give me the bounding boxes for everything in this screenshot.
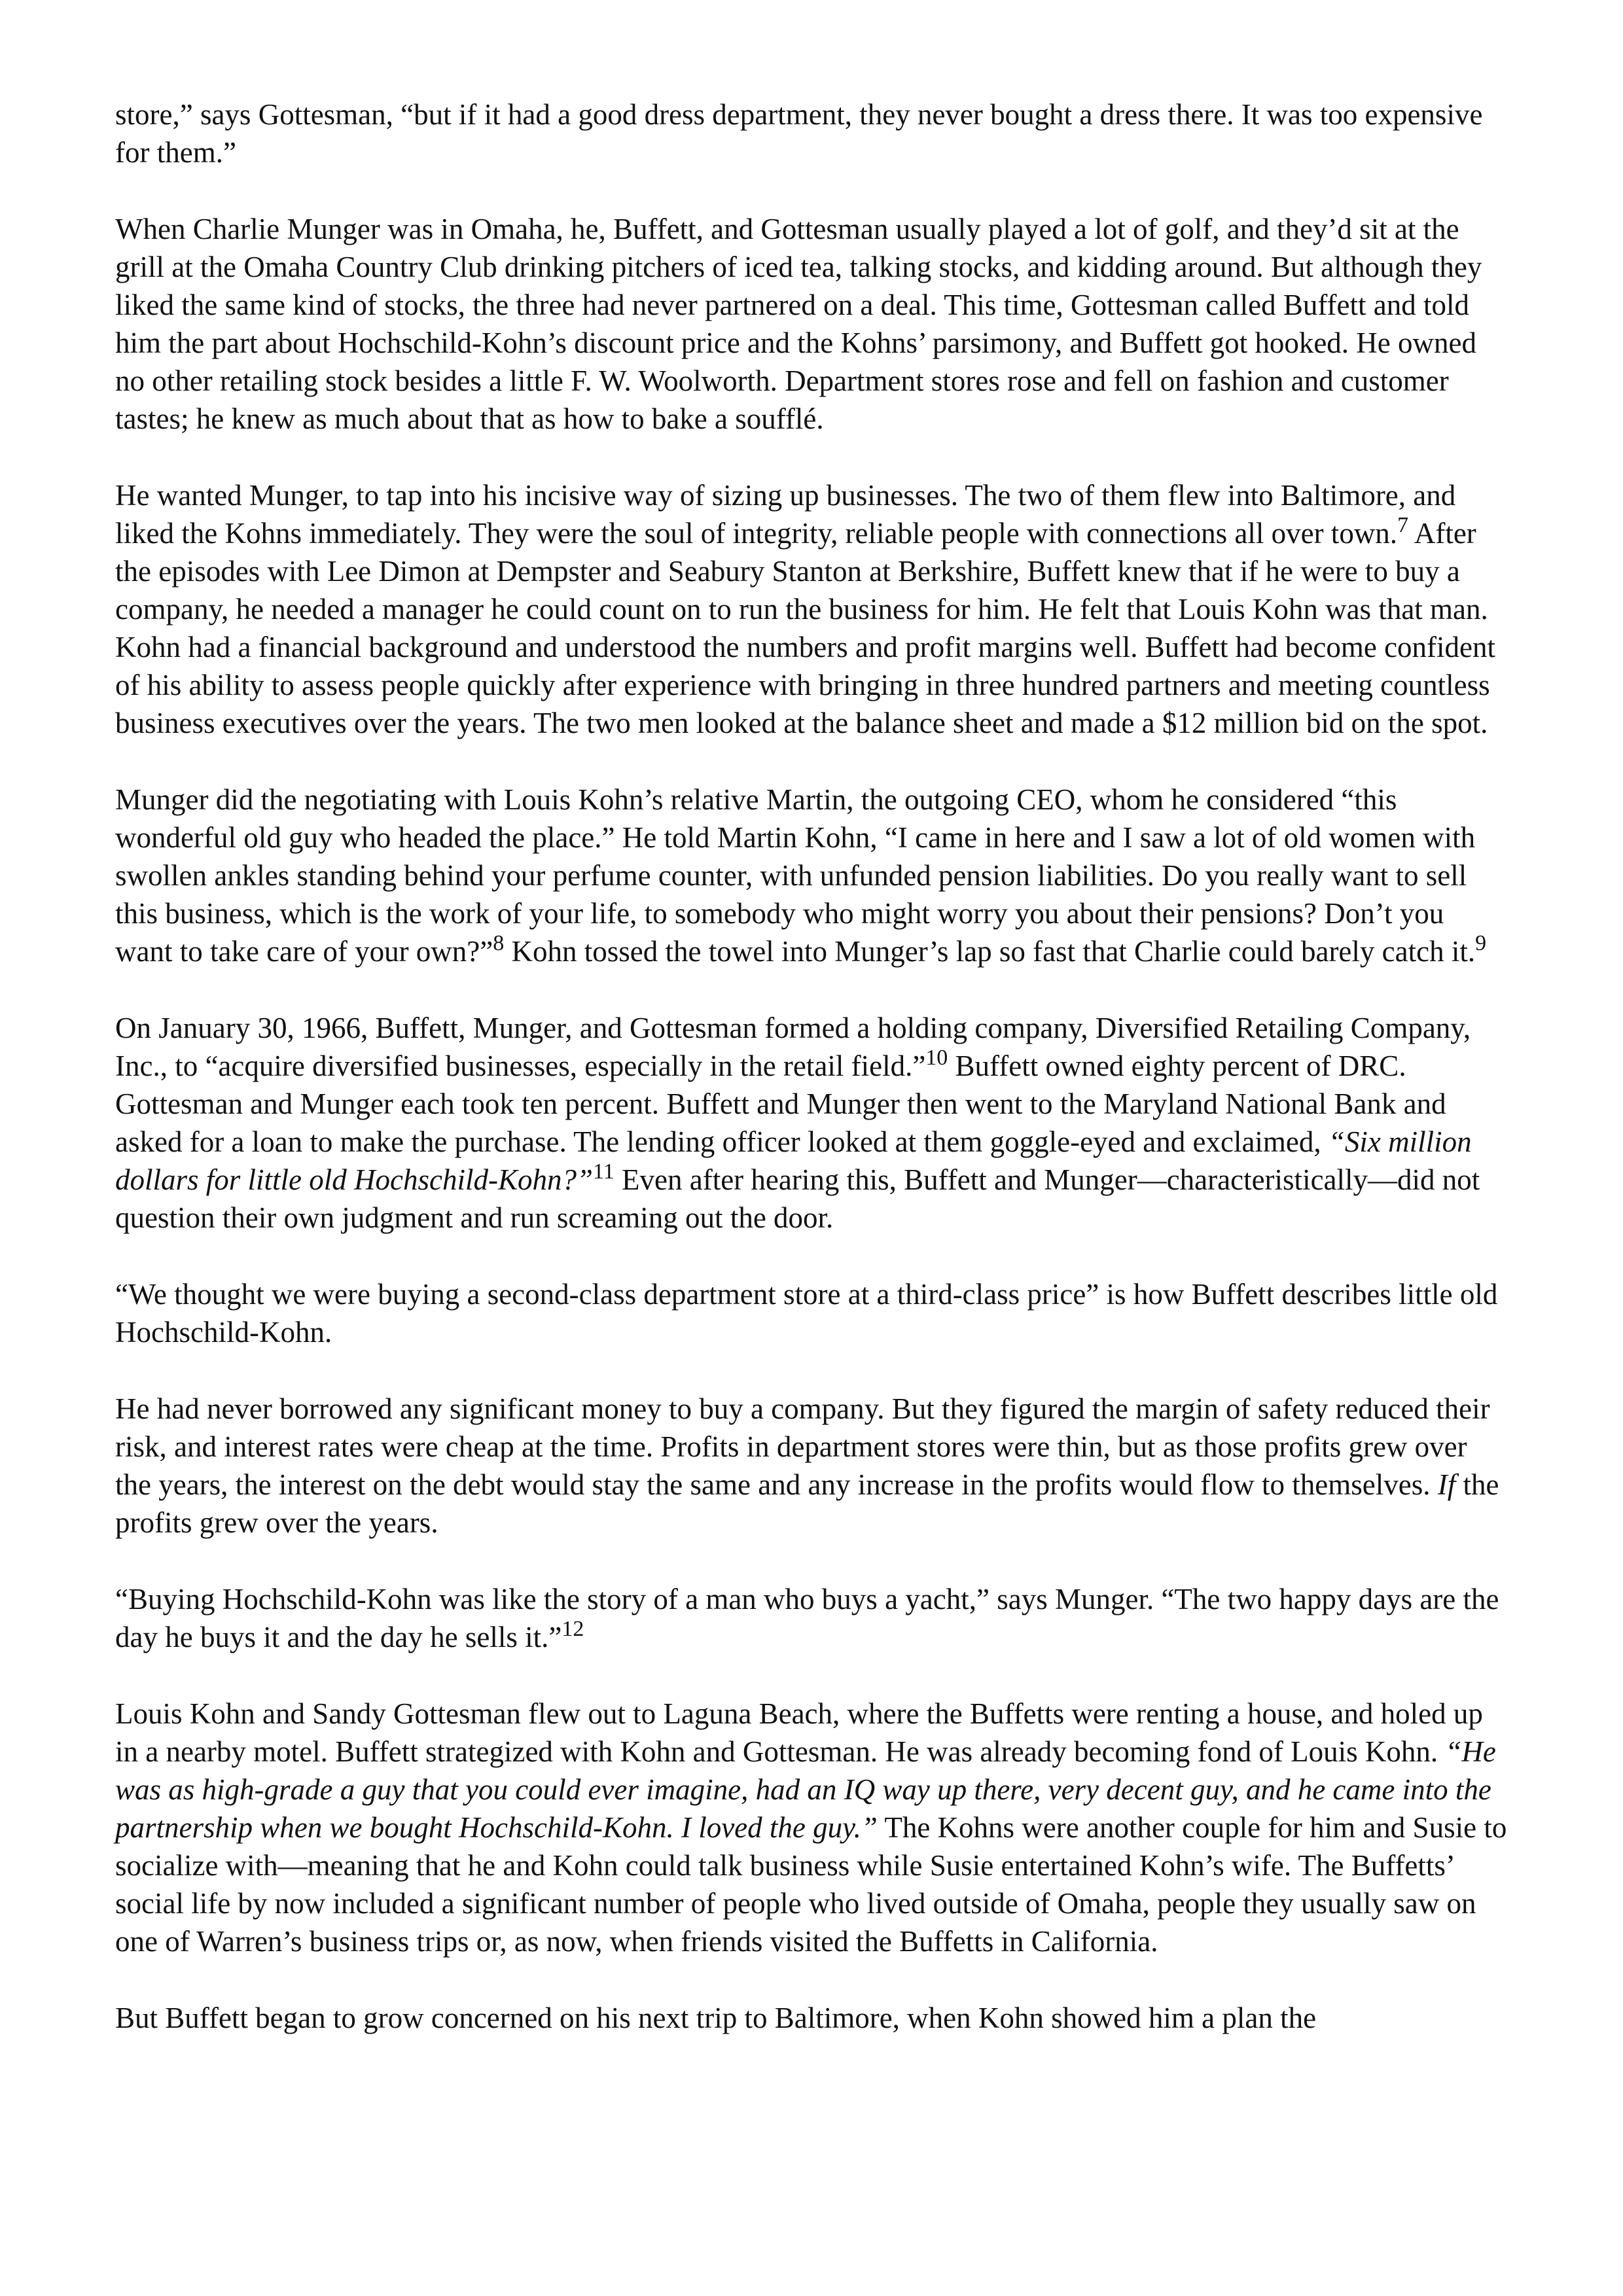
text-run: He wanted Munger, to tap into his incisive way of sizing up businesses. The two of them flew into Baltimore, and liked the Kohns immediately. They were the soul of integrity, reliable people with connections all over town. <box>115 479 1456 550</box>
text-run: On January 30, 1966, Buffett, Munger, and Gottesman formed a holding company, Diversified Retailing Company, Inc., to “acquire diversified businesses, especially in the retail field.” <box>115 1012 1471 1082</box>
footnote-marker: 8 <box>493 931 505 955</box>
text-run: “Buying Hochschild-Kohn was like the story of a man who buys a yacht,” says Munger. “The two happy days are the day he buys it and the day he sells it.” <box>115 1583 1499 1653</box>
footnote-marker: 7 <box>1397 513 1409 537</box>
paragraph <box>115 1009 1508 1237</box>
paragraph <box>115 1999 1508 2037</box>
document-page <box>115 96 1508 2037</box>
footnote-marker: 11 <box>593 1159 615 1184</box>
text-run: “We thought we were buying a second-class department store at a third-class price” is how Buffett describes little old Hochschild-Kohn. <box>115 1278 1498 1349</box>
footnote-marker: 12 <box>562 1617 584 1641</box>
paragraph <box>115 476 1508 742</box>
paragraph <box>115 781 1508 970</box>
italic-quote: “He was as high-grade a guy that you could ever imagine, had an IQ way up there, very decent guy, and he came into the partnership when we bought Hochschild-Kohn. I loved the guy.” <box>115 1735 1496 1844</box>
paragraph <box>115 96 1508 171</box>
text-run: Even after hearing this, Buffett and Munger—characteristically—did not question their own judgment and run screaming out the door. <box>115 1163 1480 1234</box>
text-run: When Charlie Munger was in Omaha, he, Buffett, and Gottesman usually played a lot of golf, and they’d sit at the grill at the Omaha Country Club drinking pitchers of iced tea, talking stocks, and kidding around. But although they liked the same kind of stocks, the three had never partnered on a deal. This time, Gottesman called Buffett and told him the part about Hochschild-Kohn’s discount price and the Kohns’ parsimony, and Buffett got hooked. He owned no other retailing stock besides a little F. W. Woolworth. Department stores rose and fell on fashion and customer tastes; he knew as much about that as how to bake a soufflé. <box>115 213 1482 435</box>
italic-emphasis: If <box>1437 1468 1456 1501</box>
text-run: Munger did the negotiating with Louis Kohn’s relative Martin, the outgoing CEO, whom he considered “this wonderful old guy who headed the place.” He told Martin Kohn, “I came in here and I saw a lot of old women with swollen ankles standing behind your perfume counter, with unfunded pension liabilities. Do you really want to sell this business, which is the work of your life, to somebody who might worry you about their pensions? Don’t you want to take care of your own?” <box>115 783 1476 968</box>
paragraph <box>115 1695 1508 1960</box>
text-run: Kohn tossed the towel into Munger’s lap so fast that Charlie could barely catch it. <box>504 935 1476 968</box>
text-run: He had never borrowed any significant money to buy a company. But they figured the margin of safety reduced their risk, and interest rates were cheap at the time. Profits in department stores were thin, but as those profits grew over the years, the interest on the debt would stay the same and any increase in the profits would flow to themselves. <box>115 1392 1490 1501</box>
footnote-marker: 10 <box>925 1046 948 1070</box>
footnote-marker: 9 <box>1475 931 1487 955</box>
italic-quote: “Six million dollars for little old Hochschild-Kohn?” <box>115 1125 1472 1196</box>
paragraph <box>115 1390 1508 1542</box>
text-run: Buffett owned eighty percent of DRC. Gottesman and Munger each took ten percent. Buffett and Munger then went to the Maryland National Bank and asked for a loan to make the purchase. The lending officer looked at them goggle-eyed and exclaimed, <box>115 1050 1446 1158</box>
text-run: But Buffett began to grow concerned on his next trip to Baltimore, when Kohn showed him a plan the <box>115 2002 1317 2034</box>
paragraph <box>115 1275 1508 1351</box>
text-run: the profits grew over the years. <box>115 1468 1499 1539</box>
paragraph <box>115 210 1508 438</box>
text-run: Louis Kohn and Sandy Gottesman flew out to Laguna Beach, where the Buffetts were renting a house, and holed up in a nearby motel. Buffett strategized with Kohn and Gottesman. He was already becoming fond of Louis Kohn. <box>115 1697 1483 1768</box>
paragraph <box>115 1580 1508 1656</box>
text-run: The Kohns were another couple for him and Susie to socialize with—meaning that he and Kohn could talk business while Susie entertained Kohn’s wife. The Buffetts’ social life by now included a significant number of people who lived outside of Omaha, people they usually saw on one of Warren’s business trips or, as now, when friends visited the Buffetts in California. <box>115 1811 1507 1958</box>
text-run: store,” says Gottesman, “but if it had a good dress department, they never bought a dress there. It was too expensive for them.” <box>115 98 1483 169</box>
text-run: After the episodes with Lee Dimon at Dempster and Seabury Stanton at Berkshire, Buffett knew that if he were to buy a company, he needed a manager he could count on to run the business for him. He felt that Louis Kohn was that man. Kohn had a financial background and understood the numbers and profit margins well. Buffett had become confident of his ability to assess people quickly after experience with bringing in three hundred partners and meeting countless business executives over the years. The two men looked at the balance sheet and made a $12 million bid on the spot. <box>115 517 1496 739</box>
